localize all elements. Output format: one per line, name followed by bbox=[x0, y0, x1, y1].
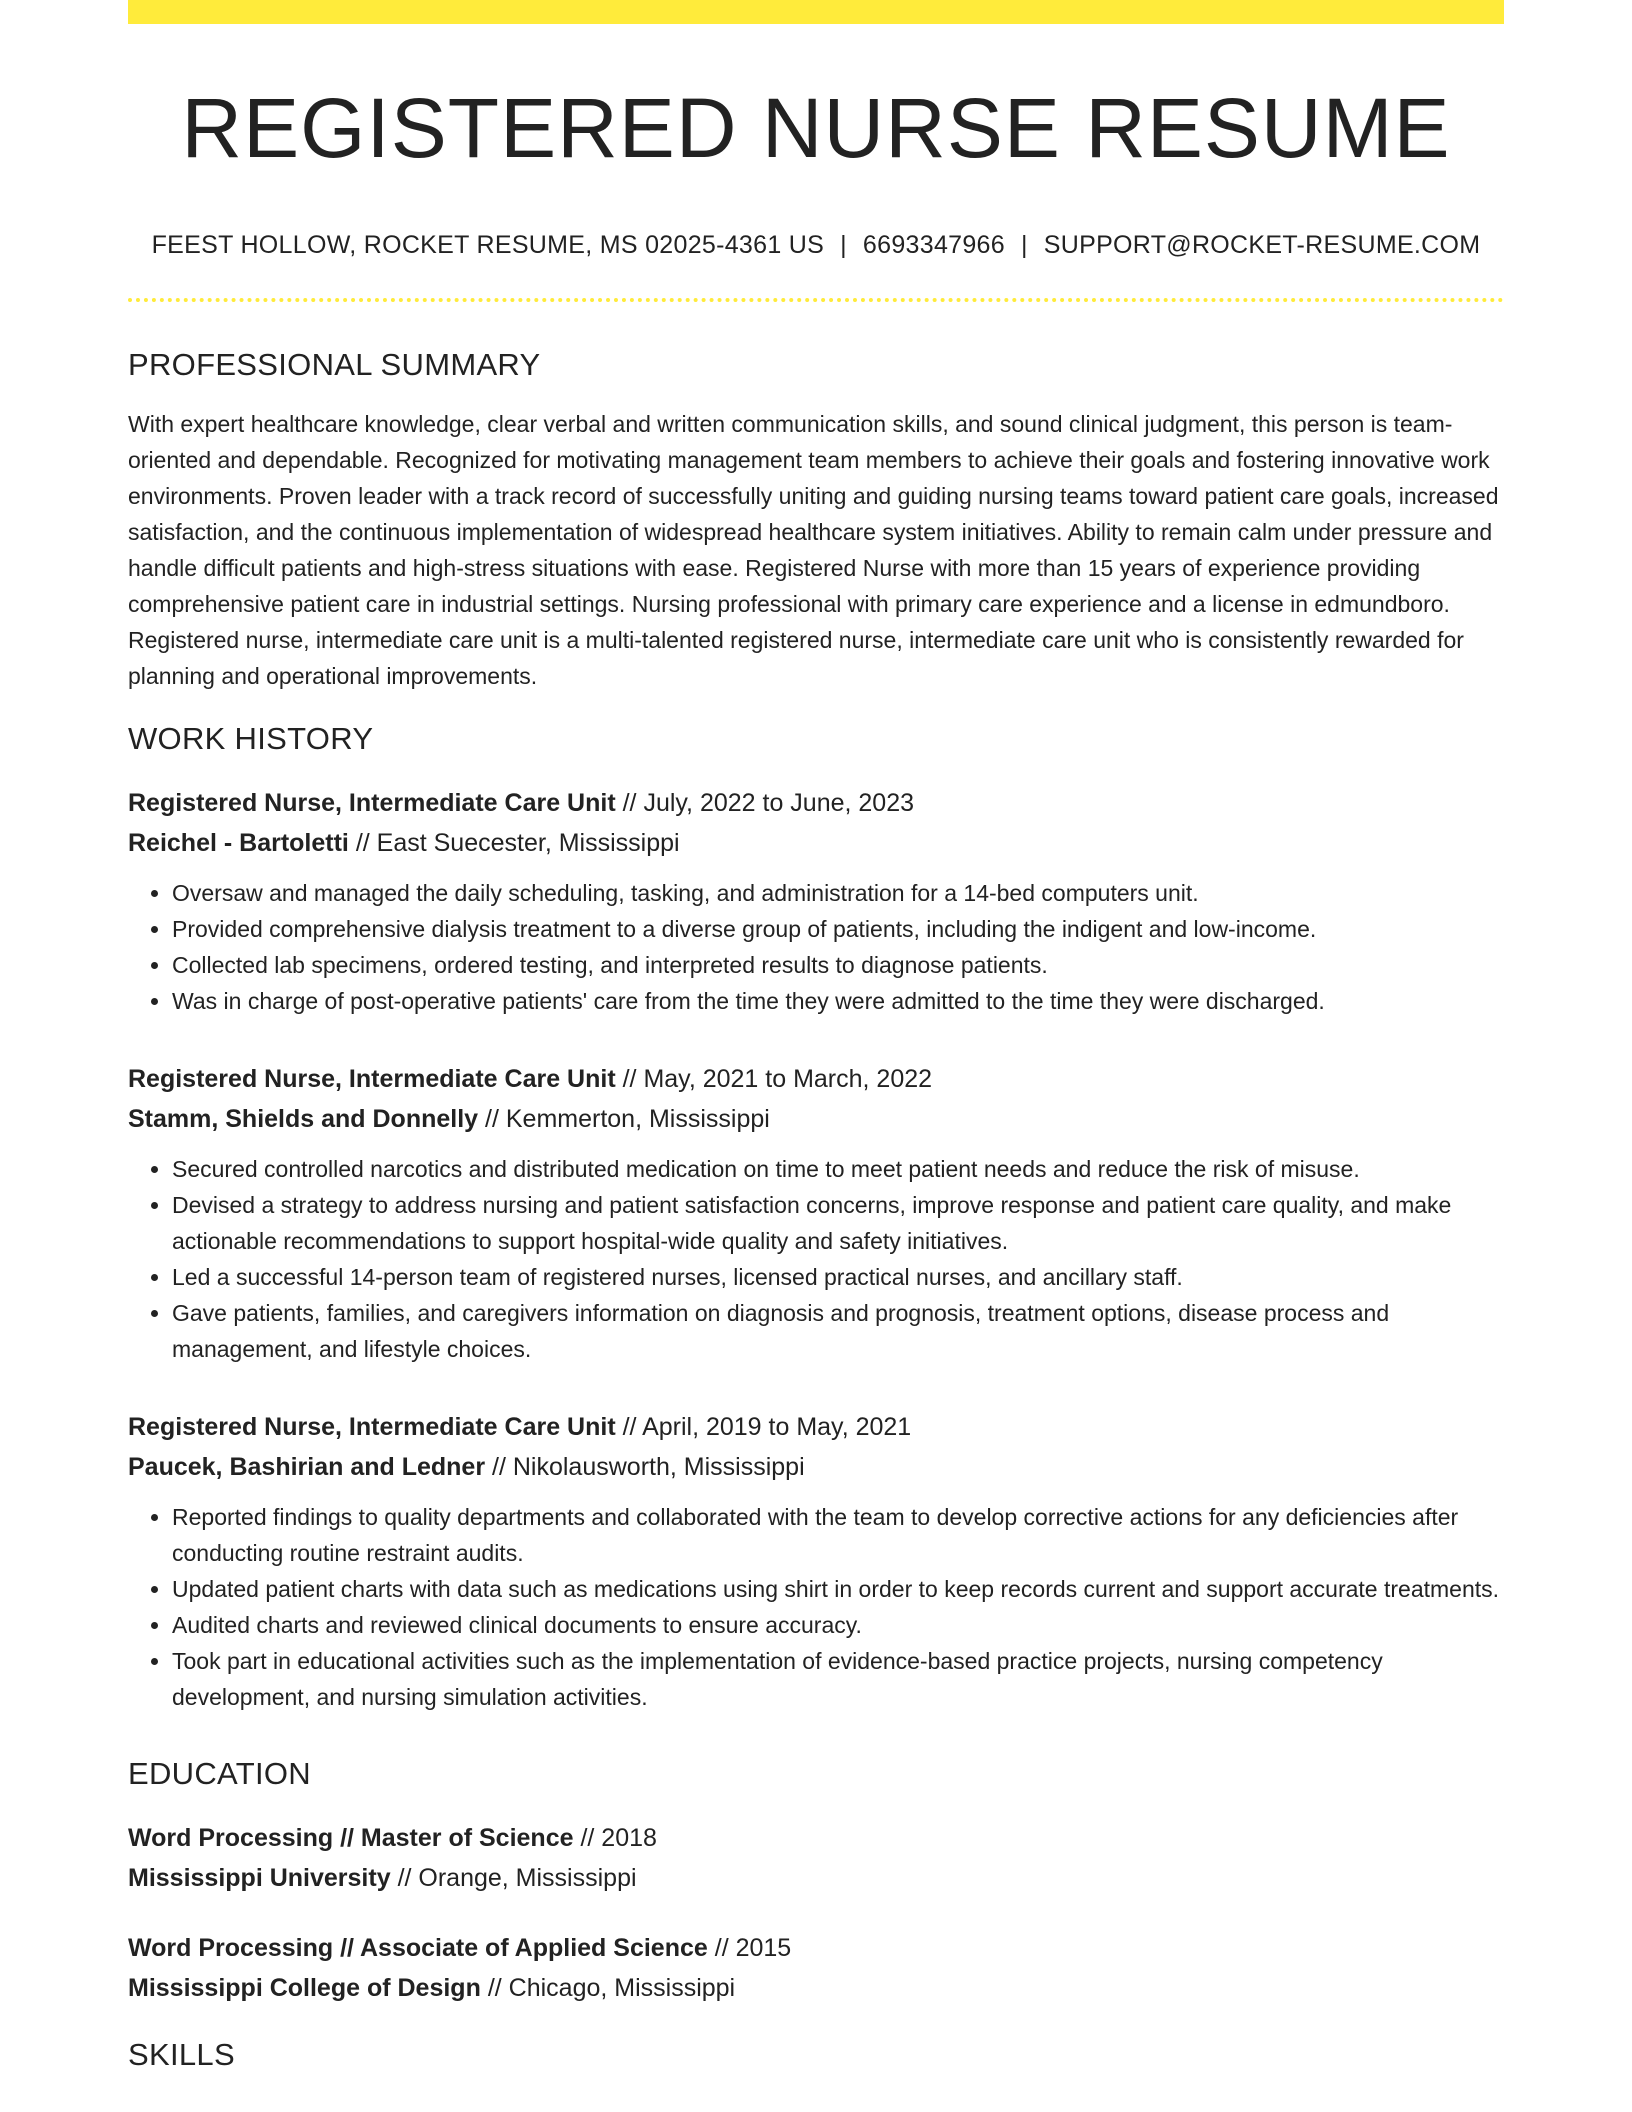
education-heading: EDUCATION bbox=[128, 1755, 311, 1791]
education-entry bbox=[128, 1818, 1504, 1898]
summary-text: With expert healthcare knowledge, clear verbal and written communication skills, and sound clinical judgment, this person is team-oriented and dependable. Recognized for motivating management team members to achieve their goals and fostering innovative work environments. Proven leader with a track record of successfully uniting and guiding nursing teams toward patient care goals, increased satisfaction, and the continuous implementation of widespread healthcare system initiatives. Ability to remain calm under pressure and handle difficult patients and high-stress situations with ease. Registered Nurse with more than 15 years of experience providing comprehensive patient care in industrial settings. Nursing professional with primary care experience and a license in edmundboro. Registered nurse, intermediate care unit is a multi-talented registered nurse, intermediate care unit who is consistently rewarded for planning and operational improvements. bbox=[128, 410, 1499, 689]
job-dates: // April, 2019 to May, 2021 bbox=[622, 1412, 912, 1441]
job-employer: Reichel - Bartoletti bbox=[128, 828, 349, 857]
contact-line bbox=[128, 230, 1504, 260]
job-title: Registered Nurse, Intermediate Care Unit bbox=[128, 1064, 616, 1093]
contact-separator: | bbox=[1020, 231, 1028, 260]
education-degree: Word Processing // Master of Science bbox=[128, 1823, 574, 1852]
education-entry bbox=[128, 1928, 1504, 2008]
education-school: Mississippi University bbox=[128, 1863, 391, 1892]
contact-address: FEEST HOLLOW, ROCKET RESUME, MS 02025-4361 US bbox=[151, 231, 825, 260]
job-employer-line bbox=[128, 1447, 1504, 1487]
job-entry bbox=[128, 1059, 1504, 1367]
job-bullet: • Provided comprehensive dialysis treatment to a diverse group of patients, including the indigent and low-income. bbox=[172, 911, 1504, 947]
job-bullet: • Updated patient charts with data such as medications using shirt in order to keep records current and support accurate treatments. bbox=[172, 1571, 1504, 1607]
education-degree: Word Processing // Associate of Applied Science bbox=[128, 1933, 708, 1962]
job-bullet-list bbox=[128, 875, 1504, 1019]
job-dates: // May, 2021 to March, 2022 bbox=[622, 1064, 933, 1093]
contact-phone: 6693347966 bbox=[862, 231, 1005, 260]
accent-bar bbox=[128, 0, 1504, 24]
contact-separator: | bbox=[840, 231, 847, 260]
resume-title: REGISTERED NURSE RESUME bbox=[181, 81, 1451, 175]
education-degree-line bbox=[128, 1928, 1504, 1968]
education-year: // 2015 bbox=[714, 1933, 792, 1962]
job-bullet: • Devised a strategy to address nursing and patient satisfaction concerns, improve response and patient care quality, and make actionable recommendations to support hospital-wide quality and safety initiatives. bbox=[172, 1187, 1504, 1259]
job-location: // Kemmerton, Mississippi bbox=[485, 1104, 770, 1133]
job-employer: Stamm, Shields and Donnelly bbox=[128, 1104, 479, 1133]
education-school-line bbox=[128, 1858, 1504, 1898]
job-location: // Nikolausworth, Mississippi bbox=[492, 1452, 805, 1481]
job-title-line bbox=[128, 1407, 1504, 1447]
dotted-divider bbox=[128, 298, 1504, 302]
job-location: // East Suecester, Mississippi bbox=[355, 828, 680, 857]
job-title-line bbox=[128, 1059, 1504, 1099]
job-entry bbox=[128, 783, 1504, 1019]
contact-email: SUPPORT@ROCKET-RESUME.COM bbox=[1043, 231, 1481, 260]
job-bullet: • Audited charts and reviewed clinical documents to ensure accuracy. bbox=[172, 1607, 1504, 1643]
education-degree-line bbox=[128, 1818, 1504, 1858]
education-school: Mississippi College of Design bbox=[128, 1973, 481, 2002]
job-employer-line bbox=[128, 823, 1504, 863]
job-title: Registered Nurse, Intermediate Care Unit bbox=[128, 788, 616, 817]
job-entry bbox=[128, 1407, 1504, 1715]
job-bullet: • Took part in educational activities such as the implementation of evidence-based practice projects, nursing competency development, and nursing simulation activities. bbox=[172, 1643, 1504, 1715]
job-bullet-list bbox=[128, 1499, 1504, 1715]
education-year: // 2018 bbox=[580, 1823, 657, 1852]
job-bullet: • Reported findings to quality departments and collaborated with the team to develop corrective actions for any deficiencies after conducting routine restraint audits. bbox=[172, 1499, 1504, 1571]
job-bullet: • Gave patients, families, and caregivers information on diagnosis and prognosis, treatment options, disease process and management, and lifestyle choices. bbox=[172, 1295, 1504, 1367]
job-bullet-list bbox=[128, 1151, 1504, 1367]
job-employer: Paucek, Bashirian and Ledner bbox=[128, 1452, 486, 1481]
education-school-line bbox=[128, 1968, 1504, 2008]
job-bullet: • Oversaw and managed the daily scheduling, tasking, and administration for a 14-bed computers unit. bbox=[172, 875, 1504, 911]
job-bullet: • Led a successful 14-person team of registered nurses, licensed practical nurses, and ancillary staff. bbox=[172, 1259, 1504, 1295]
education-location: // Chicago, Mississippi bbox=[487, 1973, 736, 2002]
job-bullet: • Was in charge of post-operative patients' care from the time they were admitted to the time they were discharged. bbox=[172, 983, 1504, 1019]
education-location: // Orange, Mississippi bbox=[397, 1863, 637, 1892]
work-history-heading: WORK HISTORY bbox=[128, 720, 374, 756]
resume-page bbox=[128, 0, 1504, 2073]
skills-heading: SKILLS bbox=[128, 2036, 235, 2072]
job-title-line bbox=[128, 783, 1504, 823]
job-dates: // July, 2022 to June, 2023 bbox=[622, 788, 915, 817]
job-bullet: • Secured controlled narcotics and distributed medication on time to meet patient needs and reduce the risk of misuse. bbox=[172, 1151, 1504, 1187]
job-title: Registered Nurse, Intermediate Care Unit bbox=[128, 1412, 616, 1441]
summary-heading: PROFESSIONAL SUMMARY bbox=[128, 347, 541, 383]
job-bullet: • Collected lab specimens, ordered testing, and interpreted results to diagnose patients. bbox=[172, 947, 1504, 983]
job-employer-line bbox=[128, 1099, 1504, 1139]
